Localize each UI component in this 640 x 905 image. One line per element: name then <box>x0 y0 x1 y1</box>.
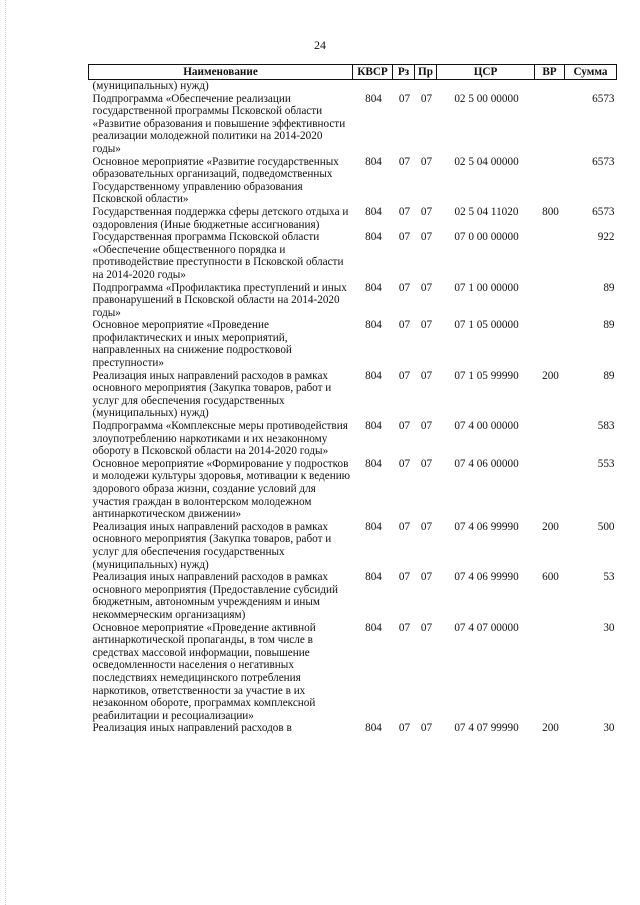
cell-sum: 922 <box>597 231 615 244</box>
scan-margin-line <box>5 0 7 905</box>
cell-vr <box>535 156 565 206</box>
cell-name: Основное мероприятие «Проведение профилактических и иных мероприятий, направленных на снижение подростковой преступности» <box>92 319 292 370</box>
cell-kvsr: 804 <box>365 420 382 433</box>
cell-rz: 07 <box>398 205 411 218</box>
table-row <box>89 282 617 320</box>
cell-vr: 600 <box>542 571 559 584</box>
cell-vr <box>535 93 565 156</box>
header-rz: Рз <box>393 65 415 80</box>
table-header-row <box>89 65 617 80</box>
cell-rz: 07 <box>398 281 411 294</box>
cell-sum: 30 <box>603 621 615 634</box>
cell-kvsr: 804 <box>365 369 382 382</box>
header-csr: ЦСР <box>437 65 535 80</box>
cell-csr: 07 1 05 00000 <box>454 319 519 332</box>
table-row <box>89 231 617 281</box>
cell-vr <box>535 622 565 723</box>
cell-sum: 89 <box>603 369 615 382</box>
cell-csr: 02 5 04 11020 <box>454 205 519 218</box>
cell-sum: 6573 <box>592 155 615 168</box>
header-pr: Пр <box>415 65 437 80</box>
cell-vr <box>535 319 565 369</box>
table-row <box>89 722 617 735</box>
cell-csr: 07 1 00 00000 <box>454 281 519 294</box>
cell-csr: 07 4 06 99990 <box>454 571 519 584</box>
cell-rz: 07 <box>398 520 411 533</box>
cell-csr: 07 4 06 99990 <box>454 520 519 533</box>
cell-vr: 200 <box>542 520 559 533</box>
cell-name: Реализация иных направлений расходов в <box>92 722 292 735</box>
cell-csr: 07 4 07 00000 <box>454 621 519 634</box>
cell-csr <box>437 80 535 93</box>
cell-csr: 02 5 00 00000 <box>454 92 519 105</box>
cell-name: Реализация иных направлений расходов в рамках основного мероприятия (Закупка товаров, работ и услуг для обеспечения государственных (муниципальных) нужд) <box>92 369 332 420</box>
cell-csr: 07 1 05 99990 <box>454 369 519 382</box>
cell-rz: 07 <box>398 722 411 735</box>
cell-sum: 89 <box>603 319 615 332</box>
cell-pr: 07 <box>420 281 433 294</box>
table-row <box>89 521 617 571</box>
cell-kvsr: 804 <box>365 571 382 584</box>
cell-name: Подпрограмма «Комплексные меры противодействия злоупотреблению наркотиками и их незаконному обороту в Псковской области на 2014-2020 годы» <box>92 420 348 458</box>
cell-kvsr: 804 <box>365 520 382 533</box>
cell-vr: 200 <box>542 369 559 382</box>
cell-kvsr: 804 <box>365 231 382 244</box>
cell-rz: 07 <box>398 369 411 382</box>
cell-pr: 07 <box>420 420 433 433</box>
cell-pr: 07 <box>420 92 433 105</box>
cell-csr: 07 0 00 00000 <box>454 231 519 244</box>
cell-pr: 07 <box>420 155 433 168</box>
cell-csr: 02 5 04 00000 <box>454 155 519 168</box>
cell-name: Подпрограмма «Профилактика преступлений и иных правонарушений в Псковской области на 2014-2020 годы» <box>92 281 347 319</box>
header-sum: Сумма <box>565 65 617 80</box>
header-name: Наименование <box>89 65 353 80</box>
cell-sum: 583 <box>597 420 615 433</box>
cell-rz: 07 <box>398 571 411 584</box>
page-number: 24 <box>314 38 326 52</box>
table-row <box>89 622 617 723</box>
table-row <box>89 156 617 206</box>
cell-name: Реализация иных направлений расходов в рамках основного мероприятия (Закупка товаров, работ и услуг для обеспечения государственных (муниципальных) нужд) <box>92 520 332 571</box>
table-row <box>89 93 617 156</box>
cell-name: Подпрограмма «Обеспечение реализации государственной программы Псковской области «Развитие образования и повышение эффективности реализации молодежной политики на 2014-2020 годы» <box>92 92 346 155</box>
cell-vr: 800 <box>542 205 559 218</box>
table-row <box>89 370 617 420</box>
cell-pr: 07 <box>420 457 433 470</box>
cell-pr: 07 <box>420 369 433 382</box>
cell-sum <box>565 80 617 93</box>
cell-name: (муниципальных) нужд) <box>92 80 209 92</box>
cell-kvsr: 804 <box>365 457 382 470</box>
cell-kvsr: 804 <box>365 281 382 294</box>
table-body <box>89 80 617 735</box>
cell-pr: 07 <box>420 621 433 634</box>
cell-pr: 07 <box>420 231 433 244</box>
cell-rz: 07 <box>398 92 411 105</box>
header-vr: ВР <box>535 65 565 80</box>
cell-vr <box>535 80 565 93</box>
table-row <box>89 80 617 93</box>
cell-kvsr: 804 <box>365 205 382 218</box>
cell-name: Государственная поддержка сферы детского отдыха и оздоровления (Иные бюджетные ассигнования) <box>92 205 349 231</box>
cell-name: Реализация иных направлений расходов в рамках основного мероприятия (Предоставление субсидий бюджетным, автономным учреждениям и иным некоммерческим организациям) <box>92 571 338 621</box>
cell-sum: 6573 <box>592 92 615 105</box>
budget-table <box>88 64 617 735</box>
cell-vr: 200 <box>542 722 559 735</box>
cell-pr <box>415 80 437 93</box>
cell-name: Основное мероприятие «Развитие государственных образовательных организаций, подведомственных Государственному управлению образования Псковской области» <box>92 155 339 206</box>
cell-name: Основное мероприятие «Формирование у подростков и молодежи культуры здоровья, мотивации к ведению здорового образа жизни, создание условий для участия граждан в волонтерском молодежном антинаркотическом движении» <box>92 457 351 521</box>
cell-csr: 07 4 00 00000 <box>454 420 519 433</box>
cell-pr: 07 <box>420 205 433 218</box>
cell-kvsr: 804 <box>365 722 382 735</box>
cell-rz: 07 <box>398 319 411 332</box>
cell-pr: 07 <box>420 520 433 533</box>
cell-kvsr: 804 <box>365 319 382 332</box>
cell-kvsr <box>353 80 393 93</box>
table-row <box>89 420 617 458</box>
cell-name: Основное мероприятие «Проведение активной антинаркотической пропаганды, в том числе в средствах массовой информации, повышение осведомленности населения о негативных последствиях немедицинского потребления наркотиков, ответственности за участие в их незаконном обороте, программах комплексной реабилитации и ресоциализации» <box>92 621 316 722</box>
cell-csr: 07 4 06 00000 <box>454 457 519 470</box>
cell-rz: 07 <box>398 457 411 470</box>
cell-vr <box>535 420 565 458</box>
cell-pr: 07 <box>420 722 433 735</box>
cell-kvsr: 804 <box>365 155 382 168</box>
cell-vr <box>535 282 565 320</box>
table-row <box>89 319 617 369</box>
cell-vr <box>535 231 565 281</box>
table-row <box>89 571 617 621</box>
cell-pr: 07 <box>420 319 433 332</box>
cell-vr <box>535 458 565 521</box>
table-row <box>89 458 617 521</box>
cell-kvsr: 804 <box>365 621 382 634</box>
cell-csr: 07 4 07 99990 <box>454 722 519 735</box>
cell-rz: 07 <box>398 420 411 433</box>
cell-rz: 07 <box>398 231 411 244</box>
cell-sum: 6573 <box>592 205 615 218</box>
cell-rz: 07 <box>398 621 411 634</box>
table-row <box>89 206 617 231</box>
cell-pr: 07 <box>420 571 433 584</box>
header-kvsr: КВСР <box>353 65 393 80</box>
cell-sum: 30 <box>603 722 615 735</box>
cell-name: Государственная программа Псковской области «Обеспечение общественного порядка и противодействие преступности в Псковской области на 2014-2020 годы» <box>92 231 344 281</box>
cell-sum: 89 <box>603 281 615 294</box>
cell-sum: 553 <box>597 457 615 470</box>
cell-sum: 500 <box>597 520 615 533</box>
cell-kvsr: 804 <box>365 92 382 105</box>
cell-rz: 07 <box>398 155 411 168</box>
cell-rz <box>393 80 415 93</box>
cell-sum: 53 <box>603 571 615 584</box>
